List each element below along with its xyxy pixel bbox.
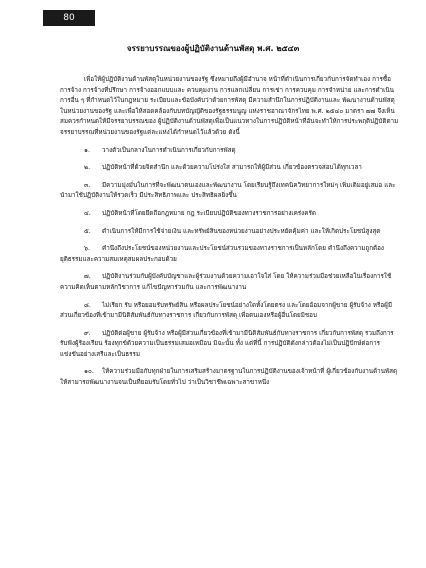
list-item: ๙. ปฏิบัติต่อผู้ขาย ผู้รับจ้าง หรือผู้มีส่วนเกี่ยวข้องที่เข้ามามีนิติสัมพันธ์กับทางราชการ เกี่ยวกับการพัสดุ รวมถึงการรับฟังผู้ร้องเรียน ร้องทุกข์ด้วยความเป็นธรรมเสมอเหมือน มิฉะนั้น ทั้ง แต่ที่นี้ การปฏิบัติดังกล่าวต้องไม่เป็นปฏิปักษ์ต่อการแข่งขันอย่างเสรีและเป็นธรรม xyxy=(60,329,394,358)
list-item: ๔. ปฏิบัติหน้าที่โดยยึดถือกฎหมาย กฎ ระเบียบปฏิบัติของทางราชการอย่างเคร่งครัด xyxy=(84,209,316,217)
list-item: ๘. ไม่เรียก รับ หรือยอมรับทรัพย์สิน หรือผลประโยชน์อย่างใดทั้งโดยตรง และโดยอ้อมจากผู้ขาย ผู้รับจ้าง หรือผู้มีส่วนเกี่ยวข้องที่เข้ามามีนิติสัมพันธ์กับทางราชการ เกี่ยวกับการพัสดุ เพื่อตนเองหรือผู้อื่นโดยมิชอบ xyxy=(60,301,392,320)
document-body xyxy=(60,75,400,389)
list-item: ๓. มีความมุ่งมั่นในการที่จะพัฒนาตนเองและพัฒนางาน โดยเรียนรู้ถึงเทคนิควิทยาการใหม่ๆ เพิ่มเติมอยู่เสมอ และนำมาใช้ปฏิบัติงานให้รวดเร็ว มีประสิทธิภาพและ ประสิทธิผลยิ่งขึ้น xyxy=(60,181,396,200)
list-item: ๖. คำนึงถึงประโยชน์ของหน่วยงานและประโยชน์ส่วนรวมของทางราชการเป็นหลักโดย คำนึงถึงความถูกต้อง ยุติธรรมและความสมเหตุสมผลประกอบด้วย xyxy=(60,245,384,263)
list-item: ๑๐. ให้ความร่วมมือกับทุกฝ่ายในการเสริมสร้างมาตรฐานในการปฏิบัติงานของเจ้าหน้าที่ ผู้เกี่ยวข้องกับงานด้านพัสดุ ให้สามารถพัฒนางานจนเป็นที่ยอมรับโดยทั่วไป ว่าเป็นวิชาชีพเฉพาะสาขาหนึ่ง xyxy=(60,368,398,387)
list-item: ๗. ปฏิบัติงานร่วมกับผู้บังคับบัญชาและผู้ร่วมงานด้วยความเอาใจใส่ โดย ให้ความร่วมมือช่วยเหลือในเรื่องการใช้ความคิดเห็นตามหลักวิชาการ แก้ไขปัญหาร่วมกัน และการพัฒนางาน xyxy=(60,273,392,291)
intro-paragraph: เพื่อให้ผู้ปฏิบัติงานด้านพัสดุในหน่วยงานของรัฐ ซึ่งหมายถึงผู้มีอำนาจ หน้าที่ดำเนินการเกี่ยวกับการจัดทำเอง การซื้อ การจ้าง การจ้างที่ปรึกษา การจ้างออกแบบและ ควบคุมงาน การแลกเปลี่ยน การเช่า การควบคุม การจำหน่าย และการดำเนินการอื่น ๆ ที่กำหนดไว้ในกฎหมาย ระเบียบและข้อบังคับว่าด้วยการพัสดุ มีความสำนึกในการปฏิบัติงานและ พัฒนางานด้านพัสดุในหน่วยงานของรัฐ และเพื่อให้สอดคล้องกับบทบัญญัติของรัฐธรรมนูญ แห่งราชอาณาจักรไทย พ.ศ. ๒๕๔๐ มาตรา ๗๗ จึงเห็นสมควรกำหนดให้มีจรรยาบรรณของ ผู้ปฏิบัติงานด้านพัสดุเพื่อเป็นแนวทางในการปฏิบัติหน้าที่อันจะทำให้การประพฤติปฏิบัติตาม จรรยาบรรณที่หน่วยงานของรัฐแต่ละแห่งได้กำหนดไว้แล้วด้วย ดังนี้ xyxy=(60,76,399,136)
page-number-badge: 80 xyxy=(43,10,95,26)
document-title: จรรยาบรรณของผู้ปฏิบัติงานด้านพัสดุ พ.ศ. ๒๕๔๓ xyxy=(126,44,300,53)
list-item: ๑. วางตัวเป็นกลางในการดำเนินการเกี่ยวกับการพัสดุ xyxy=(84,146,236,154)
list-item: ๕. ดำเนินการให้มีการใช้จ่ายเงิน และทรัพย์สินของหน่วยงานอย่างประหยัดคุ้มค่า และให้เกิดประโยชน์สูงสุด xyxy=(84,227,381,235)
list-item: ๒. ปฏิบัติหน้าที่ด้วยจิตสำนึก และด้วยความโปร่งใส สามารถให้ผู้มีส่วน เกี่ยวข้องตรวจสอบได้ทุกเวลา xyxy=(84,164,362,172)
